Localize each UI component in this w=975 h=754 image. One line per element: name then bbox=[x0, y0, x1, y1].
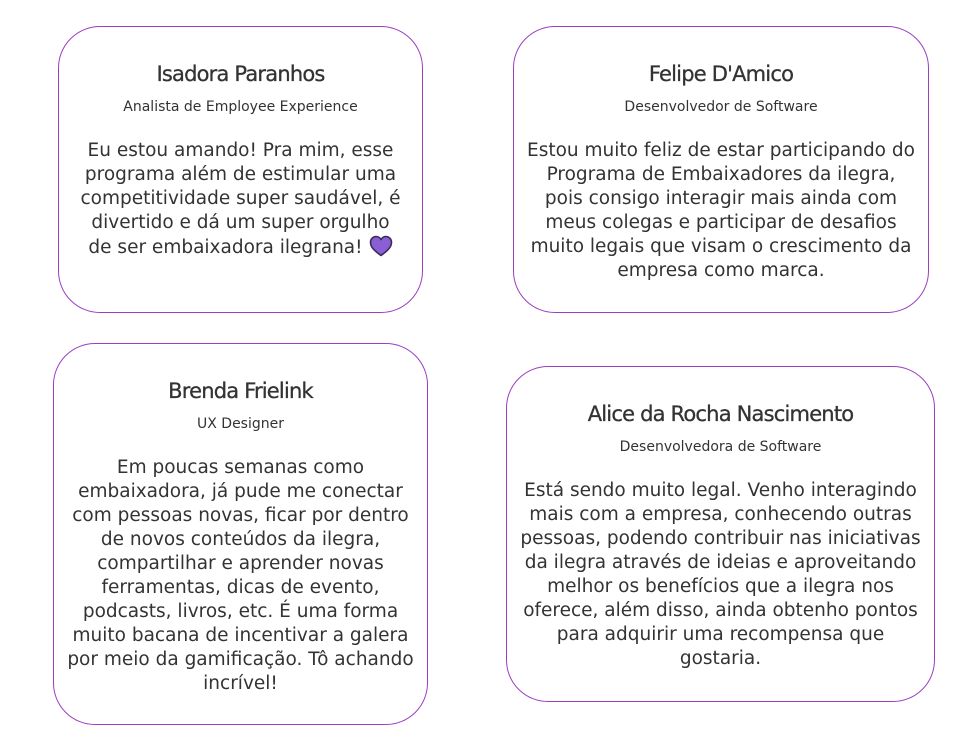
testimonial-name: Brenda Frielink bbox=[168, 379, 313, 403]
testimonial-role: Desenvolvedora de Software bbox=[619, 439, 822, 455]
testimonial-role: Analista de Employee Experience bbox=[123, 99, 358, 115]
testimonial-role: UX Designer bbox=[197, 416, 284, 432]
testimonial-name: Alice da Rocha Nascimento bbox=[587, 402, 854, 426]
testimonial-card bbox=[513, 26, 929, 313]
testimonial-quote: Eu estou amando! Pra mim, esse programa além de estimular uma competitividade super saudável, é divertido e dá um super orgulho de ser embaixadora ilegrana! bbox=[80, 140, 401, 258]
testimonial-quote: Está sendo muito legal. Venho interagindo mais com a empresa, conhecendo outras pessoas, podendo contribuir nas iniciativas da ilegra através de ideias e aproveitando melhor os benefícios que a ilegra nos oferece, além disso, ainda obtenho pontos para adquirir uma recompensa que gostaria. bbox=[520, 480, 921, 669]
testimonial-card bbox=[58, 26, 423, 313]
purple-heart-icon bbox=[369, 235, 393, 257]
testimonial-card bbox=[53, 343, 428, 725]
testimonial-card bbox=[506, 366, 935, 702]
testimonial-quote: Em poucas semanas como embaixadora, já pude me conectar com pessoas novas, ficar por dentro de novos conteúdos da ilegra, compartilhar e aprender novas ferramentas, dicas de evento, podcasts, livros, etc. É uma forma muito bacana de incentivar a galera por meio da gamificação. Tô achando incrível! bbox=[67, 457, 414, 694]
testimonial-quote-wrapper bbox=[59, 139, 422, 260]
testimonial-name: Felipe D'Amico bbox=[648, 62, 794, 86]
testimonial-quote: Estou muito feliz de estar participando do Programa de Embaixadores da ilegra, pois consigo interagir mais ainda com meus colegas e participar de desafios muito legais que visam o crescimento da empresa como marca. bbox=[527, 140, 915, 281]
testimonial-name: Isadora Paranhos bbox=[156, 62, 325, 86]
testimonial-role: Desenvolvedor de Software bbox=[624, 99, 818, 115]
